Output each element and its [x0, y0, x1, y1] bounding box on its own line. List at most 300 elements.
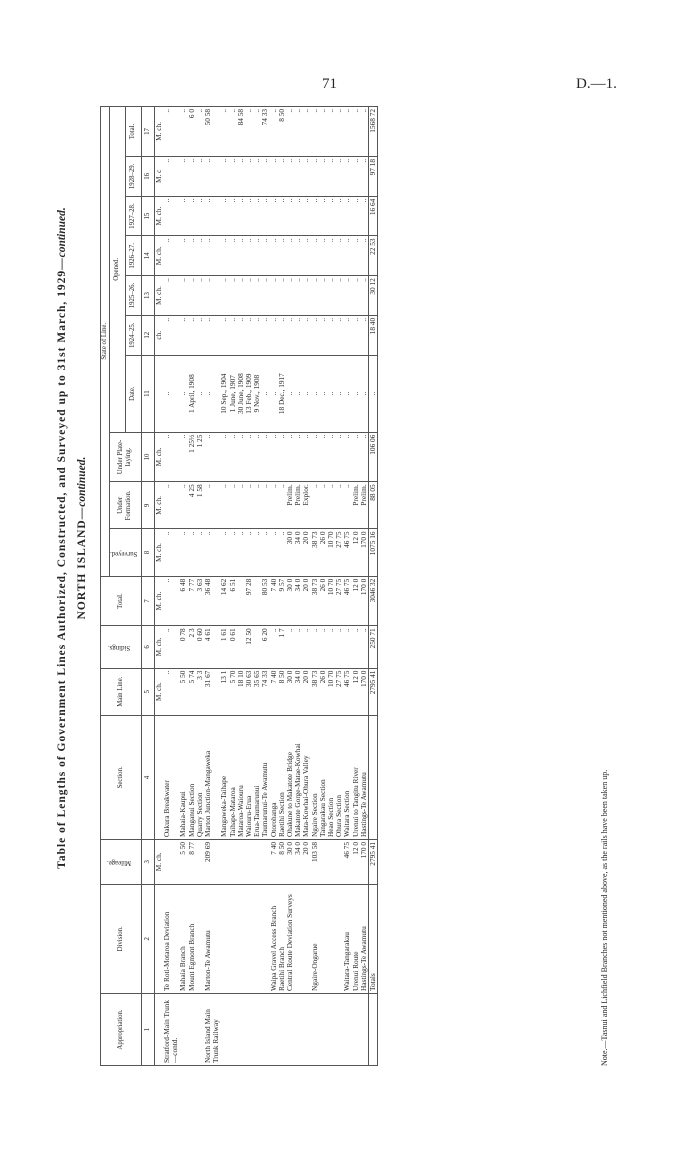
- table-footnote: Note.—Tasnui and Lichfield Branches not mentioned above, as the rails have been taken up.: [600, 769, 609, 1066]
- header-mileage-text: Mileage.: [107, 858, 132, 866]
- cell-section: Ohura Section: [335, 715, 343, 839]
- header-date: Date.: [125, 355, 141, 432]
- cell-opened-1926-27: ..: [204, 236, 220, 276]
- cell-mileage: 12 0: [352, 839, 360, 884]
- total-cell-opened-1924-25: 18 40: [369, 315, 378, 355]
- cell-opened-total: ..: [229, 107, 237, 157]
- page-number: 71: [322, 76, 337, 92]
- cell-opened-1924-25: ..: [302, 315, 310, 355]
- cell-sidings: ..: [327, 626, 335, 668]
- cell-opened-total: ..: [163, 107, 179, 157]
- cell-surveyed: ..: [220, 529, 228, 576]
- cell-division: Waipa Gravel Access Branch: [270, 884, 278, 993]
- total-cell-opened-1927-28: 16 64: [369, 196, 378, 236]
- cell-surveyed: ..: [278, 529, 286, 576]
- cell-opened-1924-25: ..: [360, 315, 369, 355]
- cell-opened-1925-26: ..: [286, 276, 294, 316]
- cell-opened-total: ..: [286, 107, 294, 157]
- total-cell-surveyed: 1075 16: [369, 529, 378, 576]
- header-division: Division.: [101, 884, 142, 993]
- cell-opened-1927-28: ..: [270, 196, 278, 236]
- cell-under-platelaying: 1 25: [196, 432, 204, 482]
- cell-under-formation: ..: [245, 482, 253, 529]
- cell-opened-1925-26: ..: [302, 276, 310, 316]
- col-num: 3: [141, 839, 154, 884]
- cell-opened-1927-28: ..: [294, 196, 302, 236]
- cell-under-platelaying: ..: [327, 432, 335, 482]
- cell-total: 20 0: [302, 576, 310, 626]
- cell-surveyed: ..: [179, 529, 187, 576]
- cell-main-line: 5 70: [229, 668, 237, 715]
- cell-total: 7 40: [270, 576, 278, 626]
- unit-cell: M. ch.: [154, 107, 163, 157]
- cell-sidings: ..: [286, 626, 294, 668]
- cell-under-formation: ..: [220, 482, 228, 529]
- cell-opened-1927-28: ..: [237, 196, 245, 236]
- cell-surveyed: ..: [229, 529, 237, 576]
- cell-opened-total: 8 50: [278, 107, 286, 157]
- cell-surveyed: ..: [163, 529, 179, 576]
- cell-main-line: 31 67: [204, 668, 220, 715]
- col-num: 17: [141, 107, 154, 157]
- cell-opened-1925-26: ..: [179, 276, 187, 316]
- unit-cell: ch.: [154, 315, 163, 355]
- cell-opened-1925-26: ..: [319, 276, 327, 316]
- cell-main-line: 12 0: [352, 668, 360, 715]
- cell-mileage: [220, 839, 228, 884]
- cell-date-opened: ..: [204, 355, 220, 432]
- cell-appropriation: North Island Main Trunk Railway: [204, 993, 220, 1065]
- total-cell-appropriation: [369, 993, 378, 1065]
- header-sidings-text: Sidings.: [108, 644, 131, 652]
- cell-under-platelaying: ..: [220, 432, 228, 482]
- cell-section: Oakura Breakwater: [163, 715, 179, 839]
- cell-sidings: ..: [302, 626, 310, 668]
- cell-opened-1927-28: ..: [352, 196, 360, 236]
- cell-appropriation: [319, 993, 327, 1065]
- cell-main-line: ..: [163, 668, 179, 715]
- cell-opened-1928-29: ..: [270, 156, 278, 196]
- col-num: 4: [141, 715, 154, 839]
- cell-opened-1928-29: ..: [245, 156, 253, 196]
- cell-division: Ngaire-Ongarue: [311, 884, 319, 993]
- cell-opened-1925-26: ..: [204, 276, 220, 316]
- cell-date-opened: ..: [163, 355, 179, 432]
- cell-under-platelaying: ..: [286, 432, 294, 482]
- cell-sidings: ..: [343, 626, 351, 668]
- cell-appropriation: [220, 993, 228, 1065]
- header-appropriation: Appropriation.: [101, 993, 142, 1065]
- cell-division: [220, 884, 228, 993]
- cell-opened-1928-29: ..: [319, 156, 327, 196]
- col-num: 14: [141, 236, 154, 276]
- cell-division: [327, 884, 335, 993]
- cell-surveyed: 170 0: [360, 529, 369, 576]
- unit-cell: M. ch.: [154, 482, 163, 529]
- unit-cell: M. ch.: [154, 276, 163, 316]
- cell-section: Manganui Section: [188, 715, 196, 839]
- cell-total: 12 0: [352, 576, 360, 626]
- cell-under-platelaying: ..: [278, 432, 286, 482]
- cell-opened-1926-27: ..: [245, 236, 253, 276]
- cell-mileage: 209 69: [204, 839, 220, 884]
- cell-main-line: 35 65: [253, 668, 261, 715]
- cell-opened-1927-28: ..: [335, 196, 343, 236]
- total-cell-under-platelaying: 106 06: [369, 432, 378, 482]
- cell-main-line: 74 33: [261, 668, 269, 715]
- cell-under-platelaying: ..: [360, 432, 369, 482]
- cell-mileage: 7 40: [270, 839, 278, 884]
- cell-opened-1924-25: ..: [204, 315, 220, 355]
- cell-sidings: 0 61: [229, 626, 237, 668]
- cell-opened-total: ..: [360, 107, 369, 157]
- total-cell-total: 3046 32: [369, 576, 378, 626]
- cell-division: Te Roti-Motaroa Deviation: [163, 884, 179, 993]
- header-under-formation: Under Formation.: [110, 482, 142, 529]
- cell-opened-1928-29: ..: [311, 156, 319, 196]
- table-subtitle: NORTH ISLAND—continued.: [76, 456, 88, 620]
- cell-section: Ohakune to Makatote Bridge: [286, 715, 294, 839]
- cell-surveyed: 34 0: [294, 529, 302, 576]
- cell-opened-1925-26: ..: [163, 276, 179, 316]
- header-section: Section.: [101, 715, 142, 839]
- cell-sidings: 0 60: [196, 626, 204, 668]
- cell-sidings: ..: [335, 626, 343, 668]
- column-number-row: [141, 107, 154, 1066]
- cell-total: 9 57: [278, 576, 286, 626]
- cell-division: [229, 884, 237, 993]
- cell-total: 10 70: [327, 576, 335, 626]
- cell-mileage: 30 0: [286, 839, 294, 884]
- table-row: [229, 107, 237, 1066]
- cell-mileage: 5 50: [179, 839, 187, 884]
- total-cell-opened-1926-27: 22 53: [369, 236, 378, 276]
- cell-surveyed: 27 75: [335, 529, 343, 576]
- unit-cell: M. ch.: [154, 668, 163, 715]
- cell-appropriation: [179, 993, 187, 1065]
- cell-opened-1925-26: ..: [278, 276, 286, 316]
- cell-opened-1926-27: ..: [270, 236, 278, 276]
- table-title-text: Table of Lengths of Government Lines Authorized, Constructed, and Surveyed up to 31st March, 1929: [56, 269, 68, 869]
- cell-total: 27 75: [335, 576, 343, 626]
- cell-surveyed: 10 70: [327, 529, 335, 576]
- cell-mileage: 46 75: [343, 839, 351, 884]
- header-opened-total: Total.: [125, 107, 141, 157]
- cell-date-opened: ..: [343, 355, 351, 432]
- cell-opened-1927-28: ..: [245, 196, 253, 236]
- cell-opened-1926-27: ..: [286, 236, 294, 276]
- cell-mileage: 170 0: [360, 839, 369, 884]
- cell-opened-1928-29: ..: [163, 156, 179, 196]
- cell-opened-total: ..: [335, 107, 343, 157]
- cell-opened-1927-28: ..: [286, 196, 294, 236]
- cell-opened-1928-29: ..: [352, 156, 360, 196]
- cell-opened-1927-28: ..: [319, 196, 327, 236]
- cell-opened-1927-28: ..: [360, 196, 369, 236]
- cell-opened-1927-28: ..: [278, 196, 286, 236]
- cell-section: Tangarakau Section: [319, 715, 327, 839]
- unit-cell: M. ch.: [154, 236, 163, 276]
- cell-opened-total: 84 58: [237, 107, 245, 157]
- total-cell-main-line: 2795 41: [369, 668, 378, 715]
- cell-opened-1927-28: ..: [163, 196, 179, 236]
- cell-date-opened: 18 Dec., 1917: [278, 355, 286, 432]
- cell-total: 7 77: [188, 576, 196, 626]
- header-surveyed: [110, 529, 142, 576]
- col-num: 6: [141, 626, 154, 668]
- cell-date-opened: 10 Sep., 1904: [220, 355, 228, 432]
- cell-surveyed: ..: [196, 529, 204, 576]
- cell-section: Mangaweka-Taihape: [220, 715, 228, 839]
- cell-total: 46 75: [343, 576, 351, 626]
- cell-date-opened: ..: [286, 355, 294, 432]
- cell-opened-1928-29: ..: [188, 156, 196, 196]
- cell-opened-1925-26: ..: [188, 276, 196, 316]
- cell-main-line: 46 75: [343, 668, 351, 715]
- cell-date-opened: ..: [196, 355, 204, 432]
- cell-date-opened: 1 April, 1908: [188, 355, 196, 432]
- cell-surveyed: ..: [237, 529, 245, 576]
- cell-under-platelaying: ..: [179, 432, 187, 482]
- cell-opened-1927-28: ..: [188, 196, 196, 236]
- cell-date-opened: 30 June, 1908: [237, 355, 245, 432]
- cell-under-formation: ..: [335, 482, 343, 529]
- cell-under-formation: ..: [253, 482, 261, 529]
- cell-opened-1926-27: ..: [360, 236, 369, 276]
- cell-opened-1927-28: ..: [343, 196, 351, 236]
- cell-under-formation: Prelim.: [286, 482, 294, 529]
- cell-under-platelaying: ..: [204, 432, 220, 482]
- cell-under-platelaying: ..: [335, 432, 343, 482]
- cell-opened-1924-25: ..: [163, 315, 179, 355]
- cell-total: 34 0: [294, 576, 302, 626]
- cell-appropriation: [302, 993, 310, 1065]
- totals-row: [369, 107, 378, 1066]
- cell-opened-1924-25: ..: [286, 315, 294, 355]
- cell-surveyed: 30 0: [286, 529, 294, 576]
- col-num: 15: [141, 196, 154, 236]
- cell-under-formation: ..: [343, 482, 351, 529]
- cell-mileage: [245, 839, 253, 884]
- cell-under-formation: 1 58: [196, 482, 204, 529]
- cell-main-line: 26 0: [319, 668, 327, 715]
- header-sidings: [101, 626, 142, 668]
- header-total: Total.: [101, 576, 142, 626]
- cell-date-opened: ..: [319, 355, 327, 432]
- cell-main-line: 38 73: [311, 668, 319, 715]
- cell-under-formation: Prelim.: [360, 482, 369, 529]
- cell-division: Central Route Deviation Surveys: [286, 884, 294, 993]
- cell-appropriation: [237, 993, 245, 1065]
- cell-opened-1926-27: ..: [220, 236, 228, 276]
- cell-sidings: ..: [319, 626, 327, 668]
- cell-opened-1927-28: ..: [220, 196, 228, 236]
- cell-division: [319, 884, 327, 993]
- cell-opened-1927-28: ..: [253, 196, 261, 236]
- cell-mileage: 103 58: [311, 839, 319, 884]
- cell-opened-1928-29: ..: [343, 156, 351, 196]
- cell-opened-total: ..: [294, 107, 302, 157]
- cell-opened-1926-27: ..: [278, 236, 286, 276]
- cell-main-line: 7 40: [270, 668, 278, 715]
- cell-opened-1925-26: ..: [261, 276, 269, 316]
- cell-total: 14 62: [220, 576, 228, 626]
- cell-under-platelaying: ..: [237, 432, 245, 482]
- cell-surveyed: ..: [188, 529, 196, 576]
- total-cell-date-opened: ..: [369, 355, 378, 432]
- col-num: 12: [141, 315, 154, 355]
- cell-main-line: 8 50: [278, 668, 286, 715]
- cell-opened-1928-29: ..: [360, 156, 369, 196]
- cell-opened-1925-26: ..: [360, 276, 369, 316]
- cell-opened-total: ..: [253, 107, 261, 157]
- cell-opened-1926-27: ..: [163, 236, 179, 276]
- cell-date-opened: ..: [335, 355, 343, 432]
- cell-opened-1924-25: ..: [245, 315, 253, 355]
- cell-opened-1924-25: ..: [270, 315, 278, 355]
- cell-opened-1926-27: ..: [311, 236, 319, 276]
- cell-opened-1928-29: ..: [237, 156, 245, 196]
- cell-opened-1924-25: ..: [179, 315, 187, 355]
- cell-opened-1928-29: ..: [327, 156, 335, 196]
- cell-section: Heao Section: [327, 715, 335, 839]
- cell-mileage: [319, 839, 327, 884]
- cell-under-platelaying: ..: [229, 432, 237, 482]
- cell-opened-1925-26: ..: [220, 276, 228, 316]
- cell-under-platelaying: ..: [352, 432, 360, 482]
- header-1926-27: 1926–27.: [125, 236, 141, 276]
- cell-appropriation: [311, 993, 319, 1065]
- cell-section: Quarry Section: [196, 715, 204, 839]
- cell-division: Mahaia Branch: [179, 884, 187, 993]
- cell-division: [237, 884, 245, 993]
- cell-opened-1926-27: ..: [196, 236, 204, 276]
- cell-under-formation: ..: [319, 482, 327, 529]
- cell-mileage: [229, 839, 237, 884]
- unit-cell: M. c: [154, 156, 163, 196]
- cell-under-platelaying: 1 25½: [188, 432, 196, 482]
- cell-opened-1924-25: ..: [188, 315, 196, 355]
- cell-appropriation: Stratford-Main Trunk—contd.: [163, 993, 179, 1065]
- total-cell-opened-1928-29: 97 18: [369, 156, 378, 196]
- cell-opened-1924-25: ..: [327, 315, 335, 355]
- cell-sidings: ..: [352, 626, 360, 668]
- cell-under-platelaying: ..: [319, 432, 327, 482]
- cell-sidings: ..: [270, 626, 278, 668]
- cell-under-platelaying: ..: [245, 432, 253, 482]
- cell-main-line: 170 0: [360, 668, 369, 715]
- cell-surveyed: 12 0: [352, 529, 360, 576]
- cell-opened-1927-28: ..: [302, 196, 310, 236]
- cell-opened-total: ..: [220, 107, 228, 157]
- cell-opened-1927-28: ..: [196, 196, 204, 236]
- cell-opened-1926-27: ..: [302, 236, 310, 276]
- cell-under-platelaying: ..: [311, 432, 319, 482]
- cell-date-opened: ..: [360, 355, 369, 432]
- cell-opened-1924-25: ..: [352, 315, 360, 355]
- cell-under-formation: ..: [163, 482, 179, 529]
- cell-opened-1926-27: ..: [335, 236, 343, 276]
- unit-cell: M. ch.: [154, 432, 163, 482]
- cell-opened-1925-26: ..: [245, 276, 253, 316]
- cell-opened-1926-27: ..: [352, 236, 360, 276]
- cell-total: ..: [163, 576, 179, 626]
- cell-opened-1925-26: ..: [327, 276, 335, 316]
- cell-opened-1928-29: ..: [261, 156, 269, 196]
- cell-under-platelaying: ..: [270, 432, 278, 482]
- cell-section: Mataroa-Waiouru: [237, 715, 245, 839]
- cell-section: Taihape-Mataroa: [229, 715, 237, 839]
- cell-total: 38 73: [311, 576, 319, 626]
- cell-appropriation: [278, 993, 286, 1065]
- cell-under-formation: ..: [327, 482, 335, 529]
- cell-surveyed: 20 0: [302, 529, 310, 576]
- cell-appropriation: [270, 993, 278, 1065]
- unit-cell: M. ch.: [154, 196, 163, 236]
- cell-sidings: 12 50: [245, 626, 253, 668]
- cell-opened-1924-25: ..: [319, 315, 327, 355]
- col-num: 7: [141, 576, 154, 626]
- cell-section: Marton Junction-Mangaweka: [204, 715, 220, 839]
- cell-date-opened: 1 June, 1907: [229, 355, 237, 432]
- cell-surveyed: ..: [270, 529, 278, 576]
- cell-date-opened: ..: [179, 355, 187, 432]
- col-num: 1: [141, 993, 154, 1065]
- cell-section: Urenui to Tangitu River: [352, 715, 360, 839]
- cell-date-opened: ..: [270, 355, 278, 432]
- cell-main-line: 34 0: [294, 668, 302, 715]
- cell-under-formation: Prelim.: [294, 482, 302, 529]
- cell-date-opened: 9 Nov., 1908: [253, 355, 261, 432]
- header-1925-26: 1925–26.: [125, 276, 141, 316]
- cell-opened-1928-29: ..: [302, 156, 310, 196]
- cell-opened-1924-25: ..: [335, 315, 343, 355]
- header-state-of-line: State of Line.: [101, 107, 110, 577]
- cell-opened-total: ..: [245, 107, 253, 157]
- cell-under-platelaying: ..: [294, 432, 302, 482]
- cell-under-formation: Explor.: [302, 482, 310, 529]
- cell-mileage: 34 0: [294, 839, 302, 884]
- cell-opened-1924-25: ..: [237, 315, 245, 355]
- cell-opened-1927-28: ..: [229, 196, 237, 236]
- cell-opened-1928-29: ..: [253, 156, 261, 196]
- cell-under-platelaying: ..: [343, 432, 351, 482]
- cell-under-formation: ..: [179, 482, 187, 529]
- table-subtitle-text: NORTH ISLAND: [76, 519, 88, 620]
- cell-sidings: 2 3: [188, 626, 196, 668]
- cell-opened-1925-26: ..: [335, 276, 343, 316]
- cell-opened-total: ..: [270, 107, 278, 157]
- cell-division: Raetihi Branch: [278, 884, 286, 993]
- cell-section: Ngaire Section: [311, 715, 319, 839]
- cell-opened-1925-26: ..: [253, 276, 261, 316]
- cell-opened-1928-29: ..: [220, 156, 228, 196]
- cell-surveyed: ..: [204, 529, 220, 576]
- cell-opened-1926-27: ..: [294, 236, 302, 276]
- cell-opened-1925-26: ..: [352, 276, 360, 316]
- cell-date-opened: ..: [352, 355, 360, 432]
- col-num: 13: [141, 276, 154, 316]
- cell-date-opened: ..: [261, 355, 269, 432]
- header-under-platelaying: Under Plate-laying.: [110, 432, 142, 482]
- cell-opened-1927-28: ..: [327, 196, 335, 236]
- col-num: 16: [141, 156, 154, 196]
- cell-opened-1924-25: ..: [196, 315, 204, 355]
- cell-under-platelaying: ..: [163, 432, 179, 482]
- cell-sidings: ..: [294, 626, 302, 668]
- cell-mileage: [237, 839, 245, 884]
- cell-surveyed: 38 73: [311, 529, 319, 576]
